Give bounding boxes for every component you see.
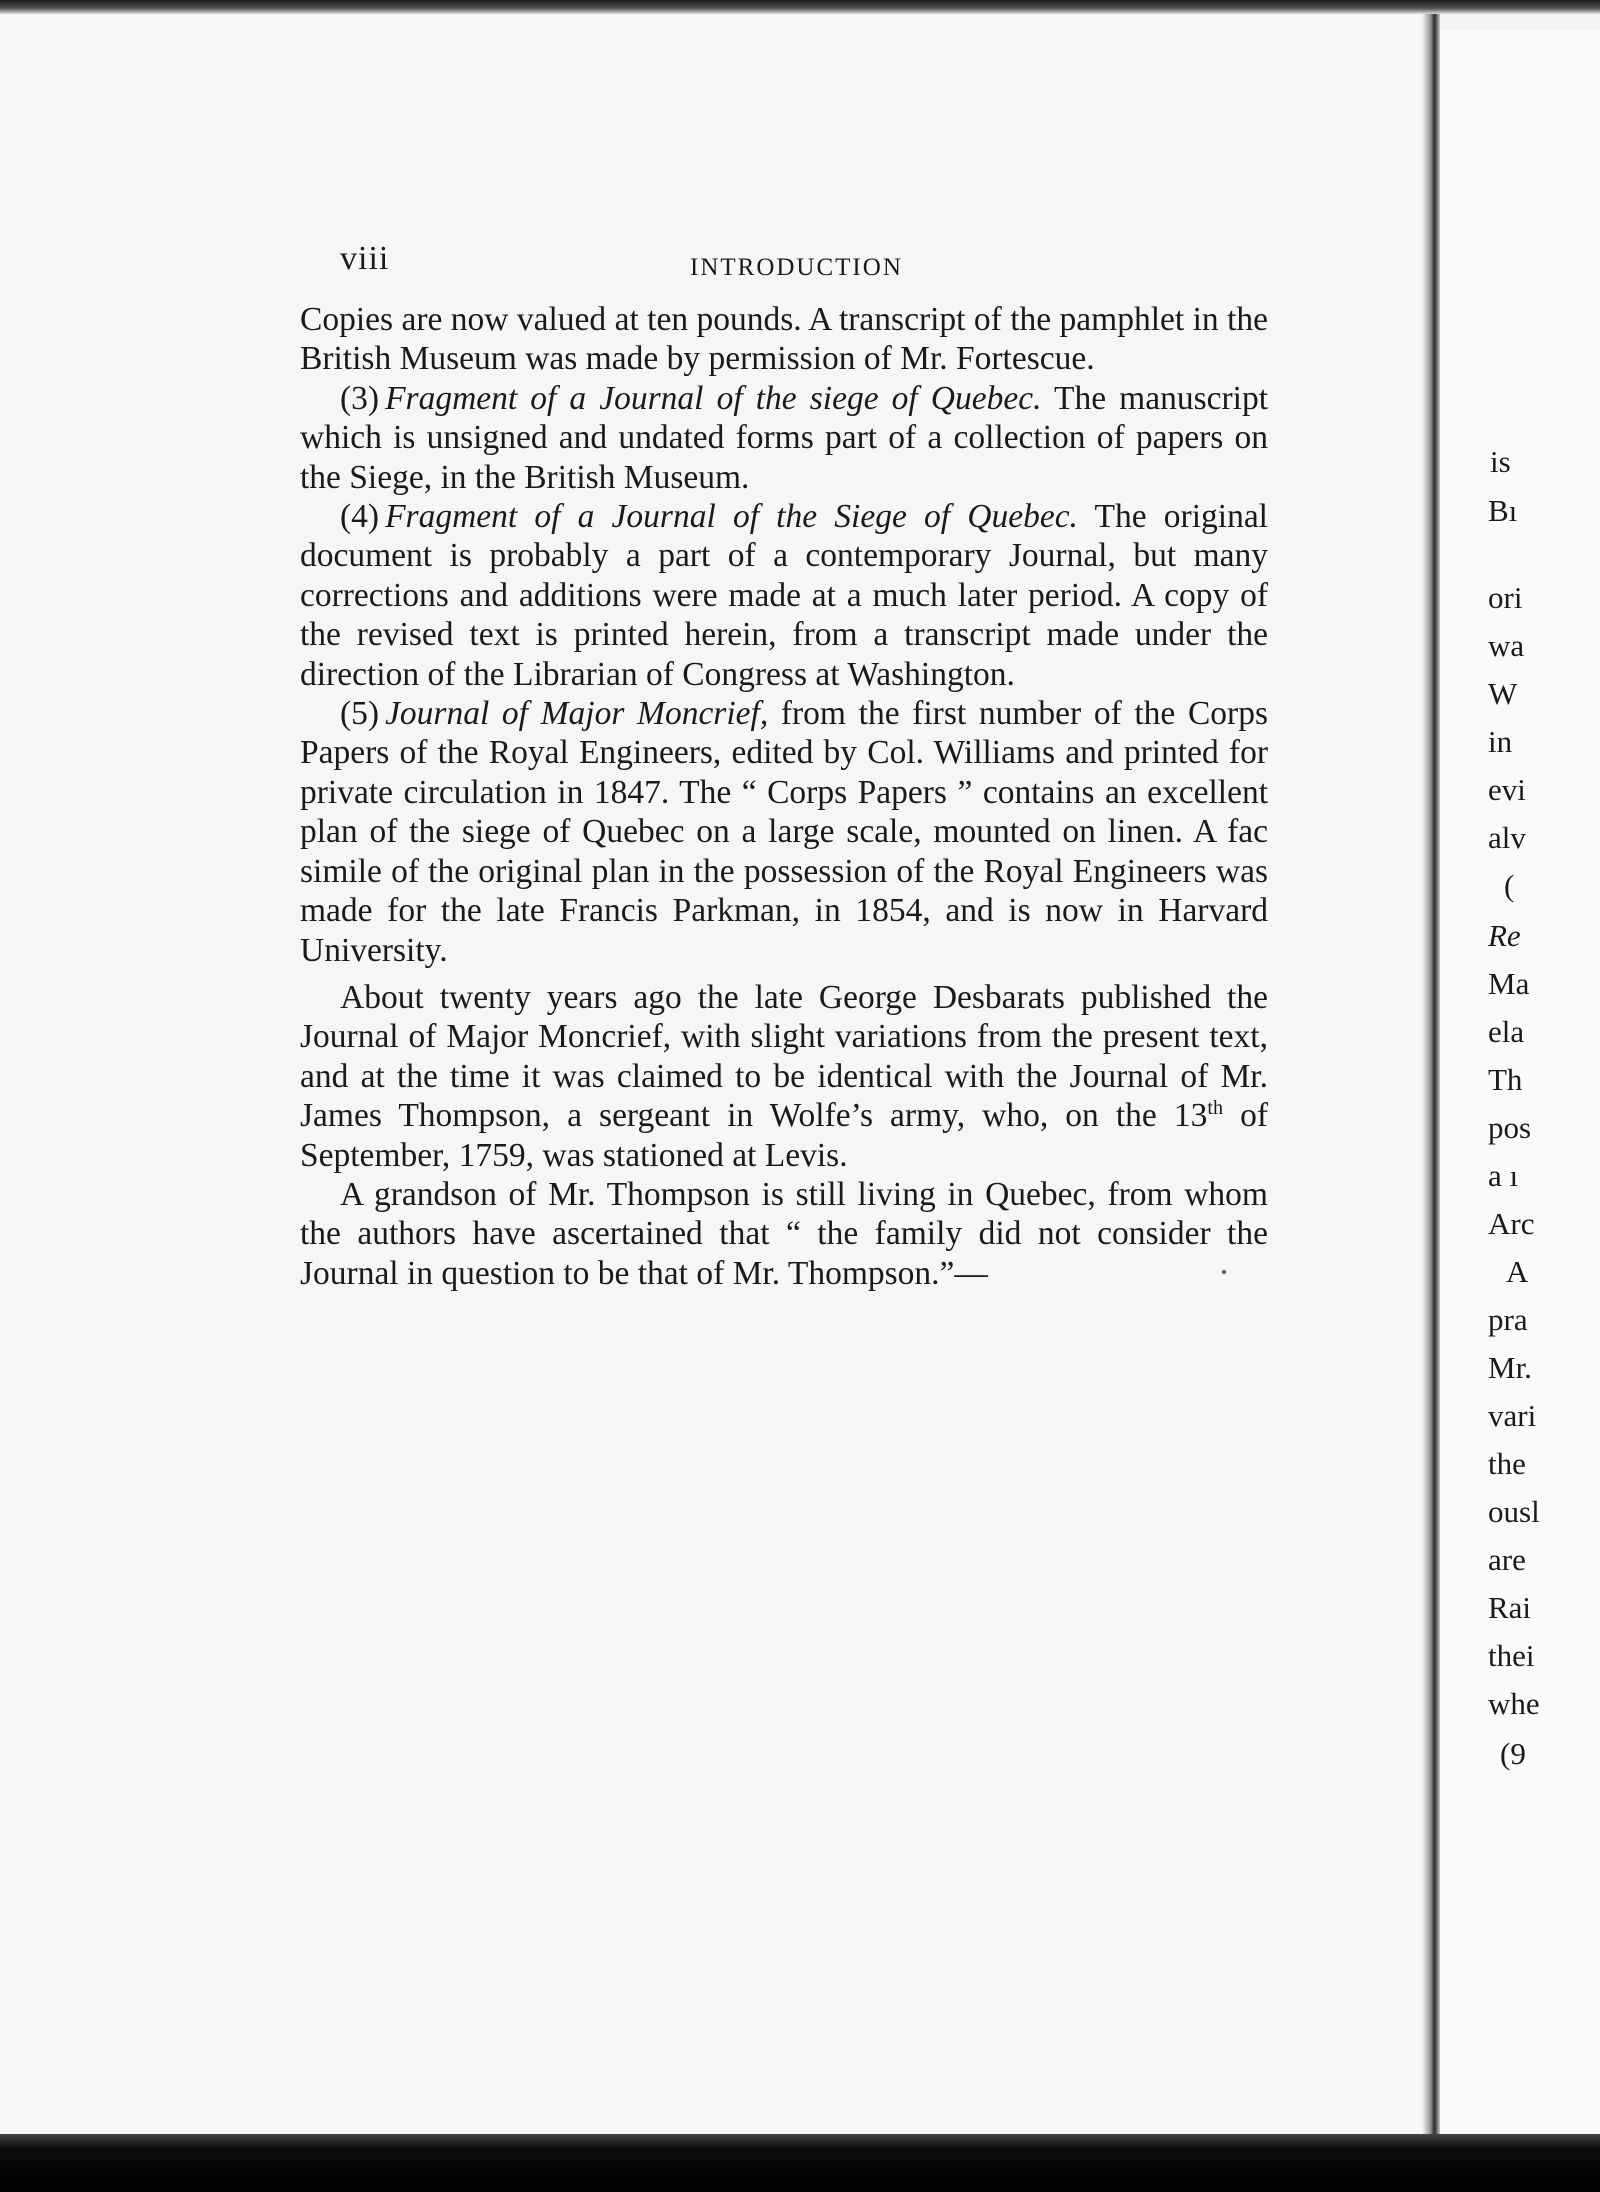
body-text <box>300 300 1268 1293</box>
facing-page-line: A <box>1506 1254 1529 1289</box>
item-5 <box>300 694 1268 970</box>
facing-page-line: Rai <box>1488 1590 1532 1625</box>
facing-page-line: evi <box>1488 772 1526 807</box>
paragraph-grandson: A grandson of Mr. Thompson is still living in Quebec, from whom the authors have ascertained that “ the family did not consider the Journal in question to be that of Mr. Thompson.”— <box>300 1175 1268 1292</box>
facing-page-line: a ı <box>1488 1158 1519 1193</box>
facing-page-line: Arc <box>1488 1206 1535 1241</box>
facing-page-line: ( <box>1504 868 1515 903</box>
facing-page-line: (9 <box>1500 1736 1526 1771</box>
page-number: viii <box>340 240 390 277</box>
facing-page-line: vari <box>1488 1398 1537 1433</box>
facing-page-line: ori <box>1488 580 1523 615</box>
desbarats-text-a: About twenty years ago the late George Desbarats published the Journal of Major Moncrief, with slight variations from the present text, and at the time it was claimed to be identical with the Journal of Mr. James Thompson, a sergeant in Wolfe’s army, who, on the 13 <box>300 978 1268 1135</box>
facing-page-line: are <box>1488 1542 1526 1577</box>
item-4-text: The original document is probably a part of a contemporary Journal, but many corrections and additions were made at a much later period. A copy of the revised text is printed herein, from a transcript made under the direction of the Librarian of Congress at Washington. <box>300 498 1268 693</box>
item-5-number: (5) <box>340 695 380 733</box>
facing-page-line: ousl <box>1488 1494 1540 1529</box>
facing-page-line: alv <box>1488 820 1526 855</box>
item-3-number: (3) <box>340 379 380 417</box>
ordinal-suffix: th <box>1207 1096 1224 1119</box>
paragraph-desbarats <box>300 978 1268 1175</box>
facing-page-line: in <box>1488 724 1513 759</box>
scan-bottom-edge <box>0 2134 1600 2192</box>
running-head: INTRODUCTION <box>690 254 903 281</box>
paragraph-copies: Copies are now valued at ten pounds. A transcript of the pamphlet in the British Museum was made by permission of Mr. Fortescue. <box>300 301 1268 378</box>
facing-page-line: wa <box>1488 628 1525 663</box>
desbarats-text-b: of September, 1759, was stationed at Levis. <box>300 1097 1268 1174</box>
item-3-text: The manuscript which is unsigned and undated forms part of a collection of papers on the Siege, in the British Museum. <box>300 379 1269 496</box>
facing-page-line: W <box>1488 676 1518 711</box>
facing-page-line: whe <box>1488 1686 1540 1721</box>
facing-page-line: pos <box>1488 1110 1532 1145</box>
facing-page-line: pra <box>1488 1302 1528 1337</box>
scan-top-edge <box>0 0 1600 14</box>
item-4-number: (4) <box>340 498 380 536</box>
page-header <box>0 232 1422 292</box>
facing-page-line: is <box>1490 444 1511 479</box>
facing-page-line: Re <box>1488 918 1521 953</box>
item-4-title: Fragment of a Journal of the Siege of Quebec. <box>385 498 1078 536</box>
book-gutter <box>1422 14 1440 2134</box>
item-5-text: from the first number of the Corps Papers of the Royal Engineers, edited by Col. Williams and printed for private circulation in 1847. The “ Corps Papers ” contains an excellent plan of the siege of Quebec on a large scale, mounted on linen. A fac simile of the original plan in the possession of the Royal Engineers was made for the late Francis Parkman, in 1854, and is now in Harvard University. <box>300 695 1268 969</box>
ink-speck <box>1222 1270 1226 1274</box>
facing-page-line: Bı <box>1488 493 1518 528</box>
facing-page-line: Mr. <box>1488 1350 1532 1385</box>
item-5-title: Journal of Major Moncrief, <box>385 695 769 733</box>
facing-page-line: ela <box>1488 1014 1525 1049</box>
item-3-title: Fragment of a Journal of the siege of Quebec. <box>385 379 1042 417</box>
facing-page-line: thei <box>1488 1638 1535 1673</box>
item-4 <box>300 497 1268 694</box>
facing-page-line: Th <box>1488 1062 1523 1097</box>
item-3 <box>300 379 1268 497</box>
facing-page-line: the <box>1488 1446 1526 1481</box>
facing-page-line: Ma <box>1488 966 1530 1001</box>
